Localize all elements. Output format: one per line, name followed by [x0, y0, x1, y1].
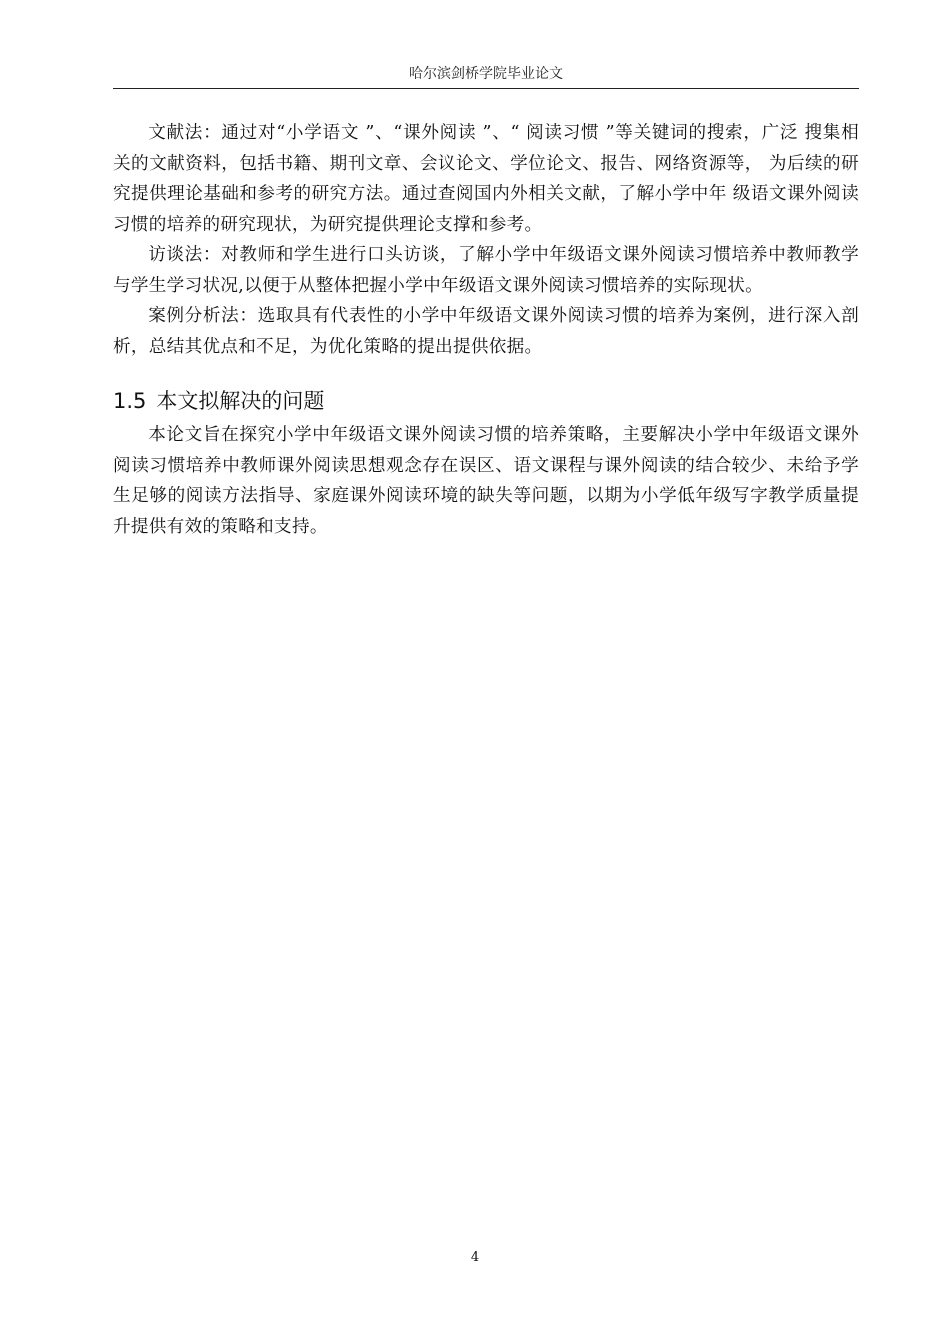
paragraph-literature-method: 文献法：通过对“小学语文 ”、“课外阅读 ”、“ 阅读习惯 ”等关键词的搜索，广泛 搜集相关的文献资料，包括书籍、期刊文章、会议论文、学位论文、报告、网络资源等， 为后续的研究提供理论基础和参考的研究方法。通过查阅国内外相关文献，了解小学中年 级语文课外阅读习惯的培养的研究现状，为研究提供理论支撑和参考。 — [113, 123, 859, 235]
paragraph-case-analysis-method: 案例分析法：选取具有代表性的小学中年级语文课外阅读习惯的培养为案例，进行深入剖析，总结其优点和不足，为优化策略的提出提供依据。 — [113, 306, 859, 357]
page-number: 4 — [470, 1250, 480, 1265]
paragraph-interview-method: 访谈法：对教师和学生进行口头访谈，了解小学中年级语文课外阅读习惯培养中教师教学与学生学习状况,以便于从整体把握小学中年级语文课外阅读习惯培养的实际现状。 — [113, 245, 859, 296]
header-rule — [113, 88, 859, 89]
section-heading — [113, 386, 324, 416]
section-title: 本文拟解决的问题 — [156, 389, 325, 413]
running-header: 哈尔滨剑桥学院毕业论文 — [409, 66, 563, 82]
paragraph-problems-to-solve: 本论文旨在探究小学中年级语文课外阅读习惯的培养策略，主要解决小学中年级语文课外阅读习惯培养中教师课外阅读思想观念存在误区、语文课程与课外阅读的结合较少、未给予学生足够的阅读方法指导、家庭课外阅读环境的缺失等问题，以期为小学低年级写字教学质量提升提供有效的策略和支持。 — [113, 425, 859, 537]
research-methods-block — [113, 118, 859, 362]
section-number: 1.5 — [113, 389, 147, 413]
section-body — [113, 420, 859, 542]
